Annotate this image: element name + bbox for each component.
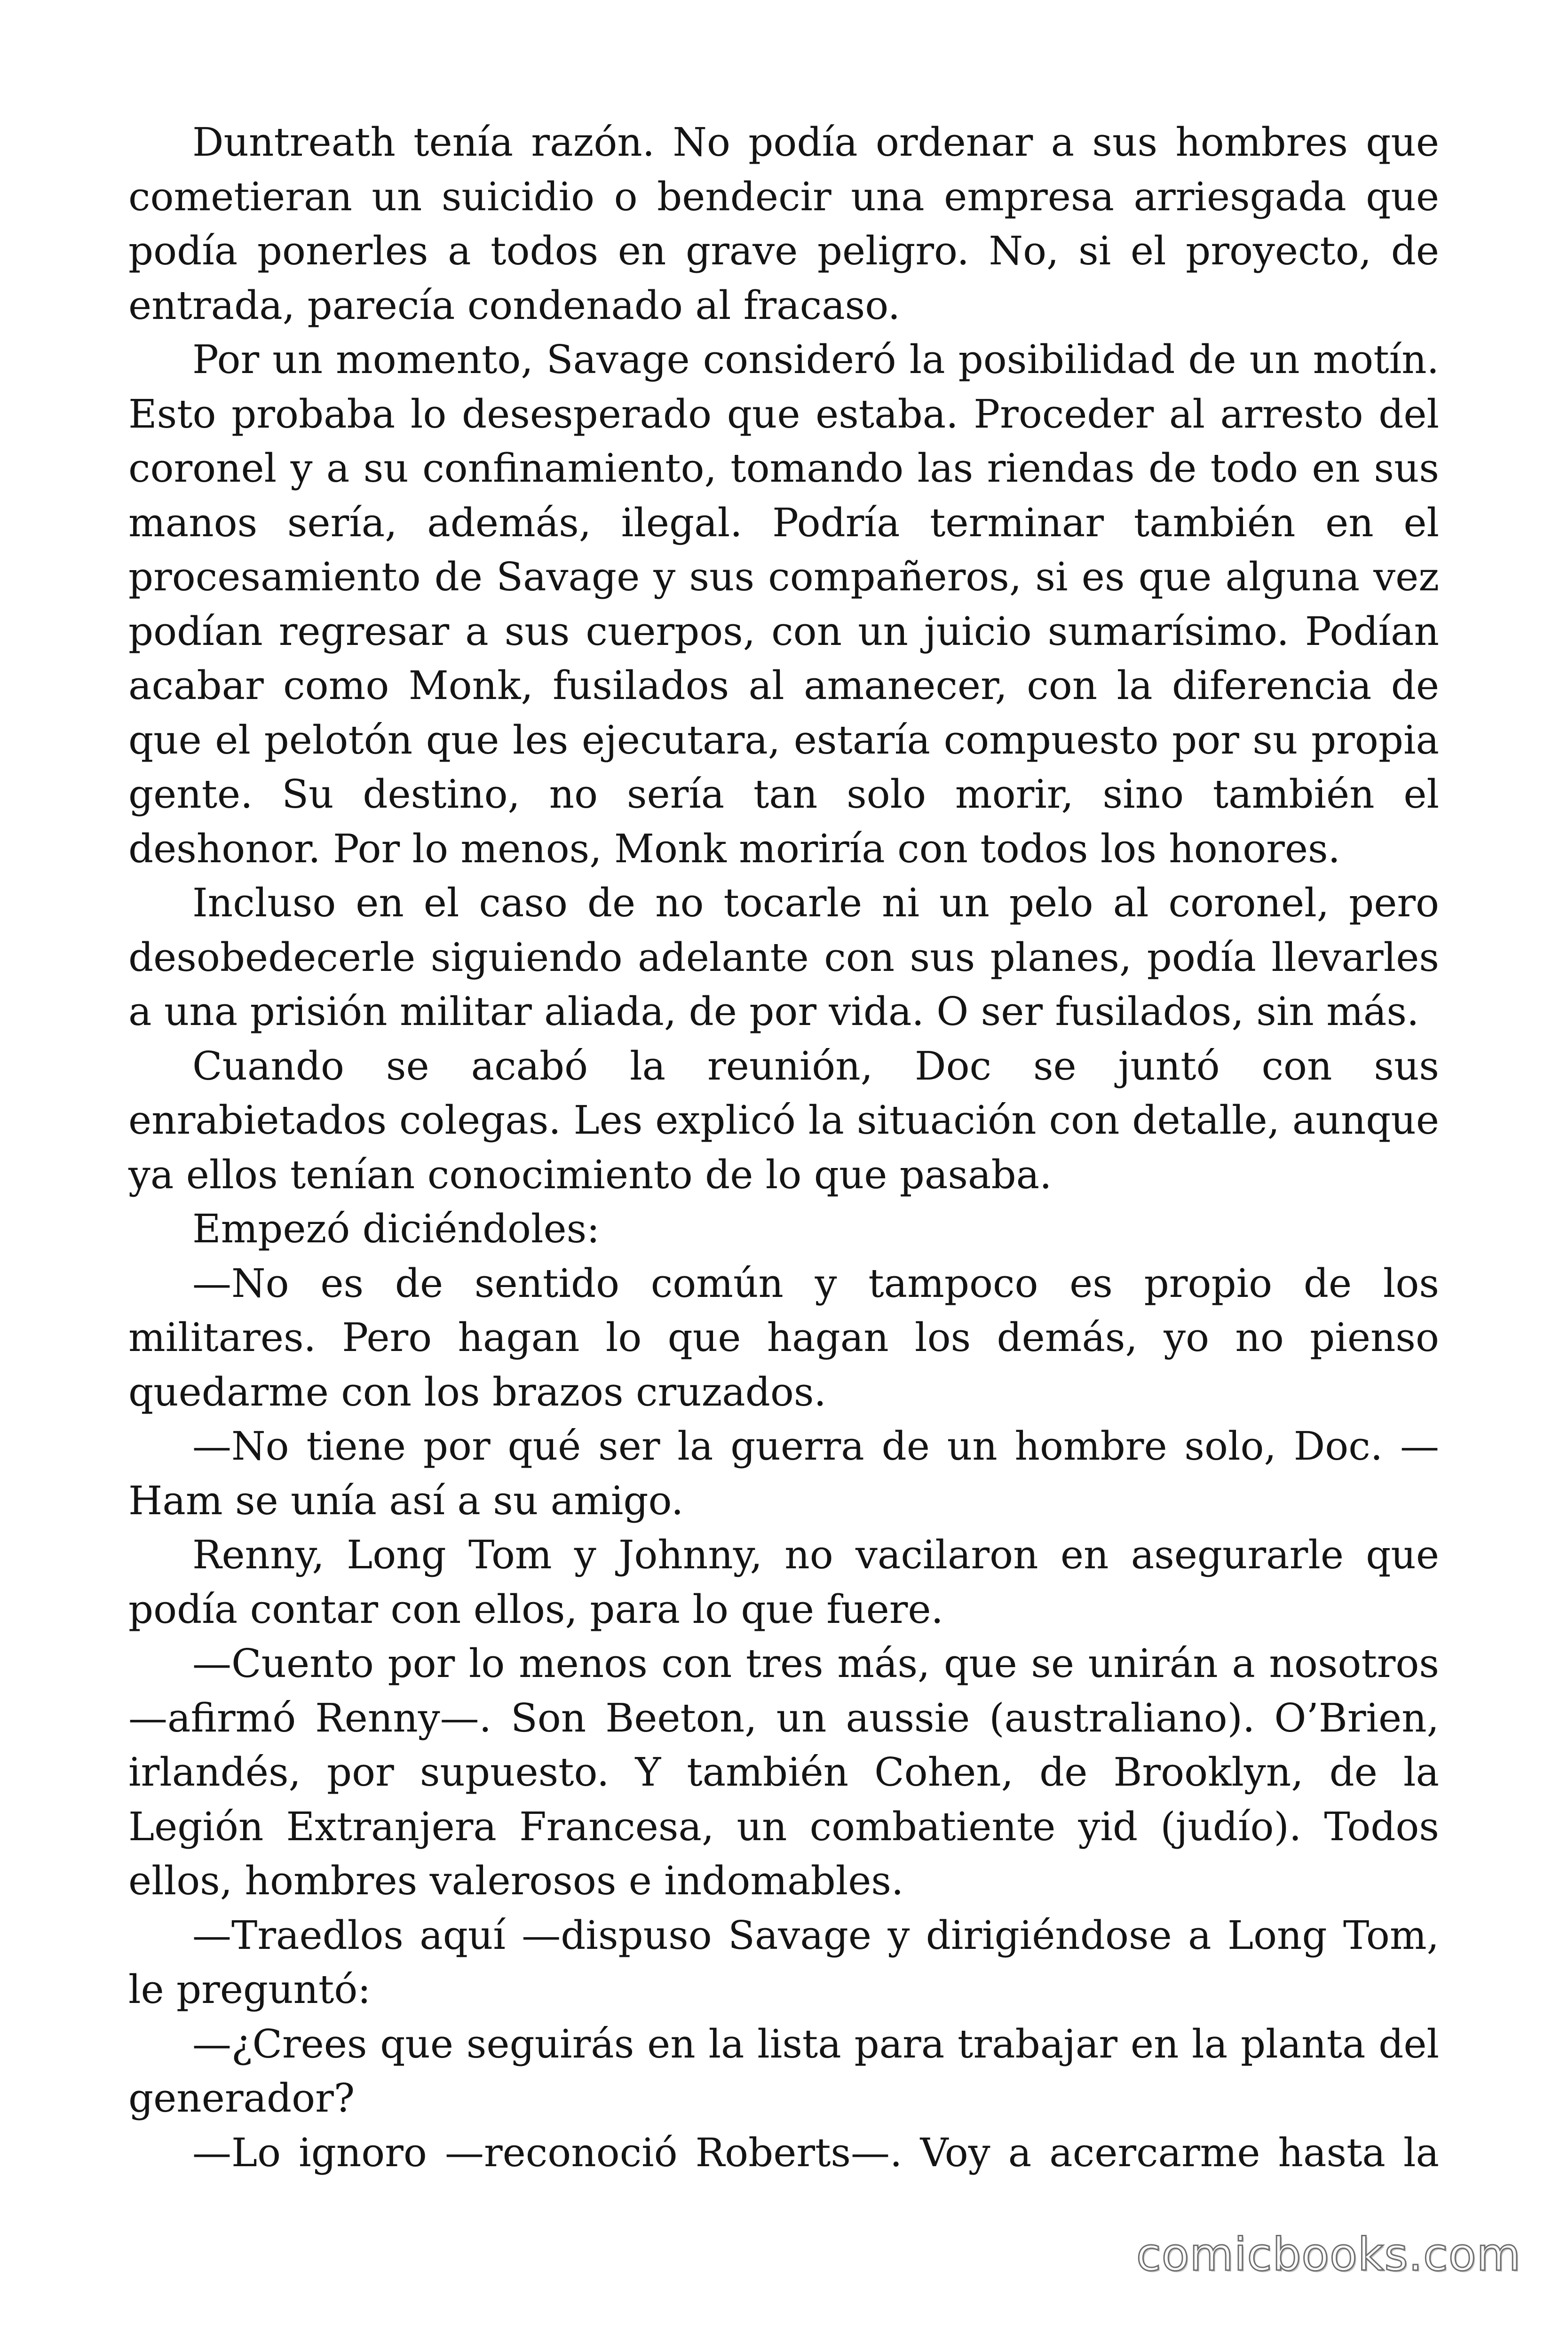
paragraph-3: Incluso en el caso de no tocarle ni un pelo al coronel, pero desobedecerle siguiendo adelante con sus planes, podía llevarles a una prisión militar aliada, de por vida. O ser fusilados, sin más. xyxy=(128,880,1439,1034)
watermark: comicbooks.com xyxy=(1136,2228,1521,2281)
paragraph-12: —Lo ignoro —reconoció Roberts—. Voy a acercarme hasta la xyxy=(192,2130,1439,2176)
paragraph-7: —No tiene por qué ser la guerra de un hombre solo, Doc. —Ham se unía así a su amigo. xyxy=(128,1423,1439,1524)
paragraph-6: —No es de sentido común y tampoco es propio de los militares. Pero hagan lo que hagan los demás, yo no pienso quedarme con los brazos cruzados. xyxy=(128,1260,1439,1415)
paragraph-1: Duntreath tenía razón. No podía ordenar a sus hombres que cometieran un suicidio o bendecir una empresa arriesgada que podía ponerles a todos en grave peligro. No, si el proyecto, de entrada, parecía condenado al fracaso. xyxy=(128,119,1439,328)
paragraph-8: Renny, Long Tom y Johnny, no vacilaron en asegurarle que podía contar con ellos, para lo que fuere. xyxy=(128,1532,1439,1632)
paragraph-5: Empezó diciéndoles: xyxy=(192,1206,600,1252)
paragraph-10: —Traedlos aquí —dispuso Savage y dirigiéndose a Long Tom, le preguntó: xyxy=(128,1912,1439,2012)
paragraph-9: —Cuento por lo menos con tres más, que se unirán a nosotros —afirmó Renny—. Son Beeton, un aussie (australiano). O’Brien, irlandés, por supuesto. Y también Cohen, de Brooklyn, de la Legión Extranjera Francesa, un combatiente yid (judío). Todos ellos, hombres valerosos e indomables. xyxy=(128,1641,1439,1904)
paragraph-11: —¿Crees que seguirás en la lista para trabajar en la planta del generador? xyxy=(128,2021,1439,2121)
paragraph-4: Cuando se acabó la reunión, Doc se juntó con sus enrabietados colegas. Les explicó la situación con detalle, aunque ya ellos tenían conocimiento de lo que pasaba. xyxy=(128,1043,1439,1198)
paragraph-2: Por un momento, Savage consideró la posibilidad de un motín. Esto probaba lo desesperado que estaba. Proceder al arresto del coronel y a su confinamiento, tomando las riendas de todo en sus manos sería, además, ilegal. Podría terminar también en el procesamiento de Savage y sus compañeros, si es que alguna vez podían regresar a sus cuerpos, con un juicio sumarísimo. Podían acabar como Monk, fusilados al amanecer, con la diferencia de que el pelotón que les ejecutara, estaría compuesto por su propia gente. Su destino, no sería tan solo morir, sino también el deshonor. Por lo menos, Monk moriría con todos los honores. xyxy=(128,337,1439,872)
body-text xyxy=(128,115,1439,2180)
